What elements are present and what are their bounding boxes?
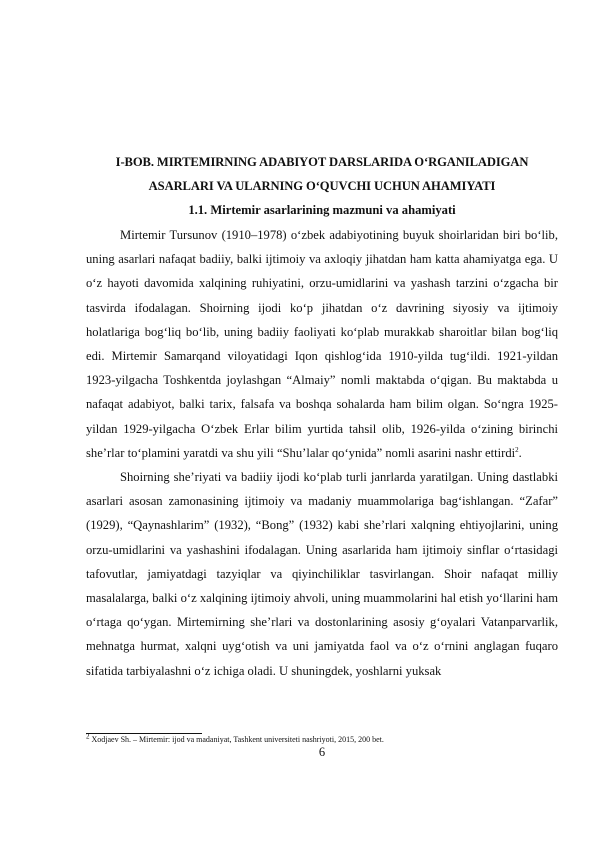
paragraph-1-end: . bbox=[518, 445, 522, 460]
paragraph-1 bbox=[86, 223, 558, 465]
footnote-number: 2 bbox=[86, 732, 90, 741]
paragraph-2: Shoirning she’riyati va badiiy ijodi ko‘plab turli janrlarda yaratilgan. Uning dastlabki asarlari asosan zamonasining ijtimoiy va madaniy muammolariga bag‘ishlangan. “Zafar” (1929), “Qaynashlarim” (1932), “Bong” (1932) kabi she’rlari xalqning ehtiyojlarini, uning orzu-umidlarini va yashashini ifodalagan. Uning asarlarida ham ijtimoiy sinflar o‘rtasidagi tafovutlar, jamiyatdagi tazyiqlar va qiyinchiliklar tasvirlangan. Shoir nafaqat milliy masalalarga, balki o‘z xalqining ijtimoiy ahvoli, uning muammolarini hal etish yo‘llarini ham o‘rtaga qo‘ygan. Mirtemirning she’rlari va dostonlarining asosiy g‘oyalari Vatanparvarlik, mehnatga hurmat, xalqni uyg‘otish va uni jamiyatda faol va o‘z o‘rnini anglagan fuqaro sifatida tarbiyalashni o‘z ichiga oladi. U shuningdek, yoshlarni yuksak bbox=[86, 470, 558, 678]
body-text bbox=[86, 223, 558, 683]
footnote-reference: 2 bbox=[515, 445, 519, 454]
section-title: 1.1. Mirtemir asarlarining mazmuni va ahamiyati bbox=[188, 203, 456, 217]
page-number: 6 bbox=[318, 745, 326, 759]
footnote-text: Xodjaev Sh. – Mirtemir: ijod va madaniyat, Tashkent universiteti nashriyoti, 2015, 200 bet. bbox=[91, 735, 384, 744]
paragraph-1-text: Mirtemir Tursunov (1910–1978) o‘zbek adabiyotining buyuk shoirlaridan biri bo‘lib, uning asarlari nafaqat badiiy, balki ijtimoiy va axloqiy jihatdan ham katta ahamiyatga ega. U o‘z hayoti davomida xalqining ruhiyatini, orzu-umidlarini va yashash tarzini o‘zgacha bir tasvirda ifodalagan. Shoirning ijodi ko‘p jihatdan o‘z davrining siyosiy va ijtimoiy holatlariga bog‘liq bo‘lib, uning badiiy faoliyati ko‘plab murakkab sharoitlar bilan bog‘liq edi. Mirtemir Samarqand viloyatidagi Iqon qishlog‘ida 1910-yilda tug‘ildi. 1921-yildan 1923-yilgacha Toshkentda joylashgan “Almaiy” nomli maktabda o‘qigan. Bu maktabda u nafaqat adabiyot, balki tarix, falsafa va boshqa sohalarda ham bilim olgan. So‘ngra 1925-yildan 1929-yilgacha O‘zbek Erlar bilim yurtida tahsil olib, 1926-yilda o‘zining birinchi she’rlar to‘plamini yaratdi va shu yili “Shu’lalar qo‘ynida” nomli asarini nashr ettirdi bbox=[86, 228, 558, 460]
chapter-title: I-BOB. MIRTEMIRNING ADABIYOT DARSLARIDA O‘RGANILADIGAN ASARLARI VA ULARNING O‘QUVCHI UCHUN AHAMIYATI bbox=[115, 155, 529, 193]
